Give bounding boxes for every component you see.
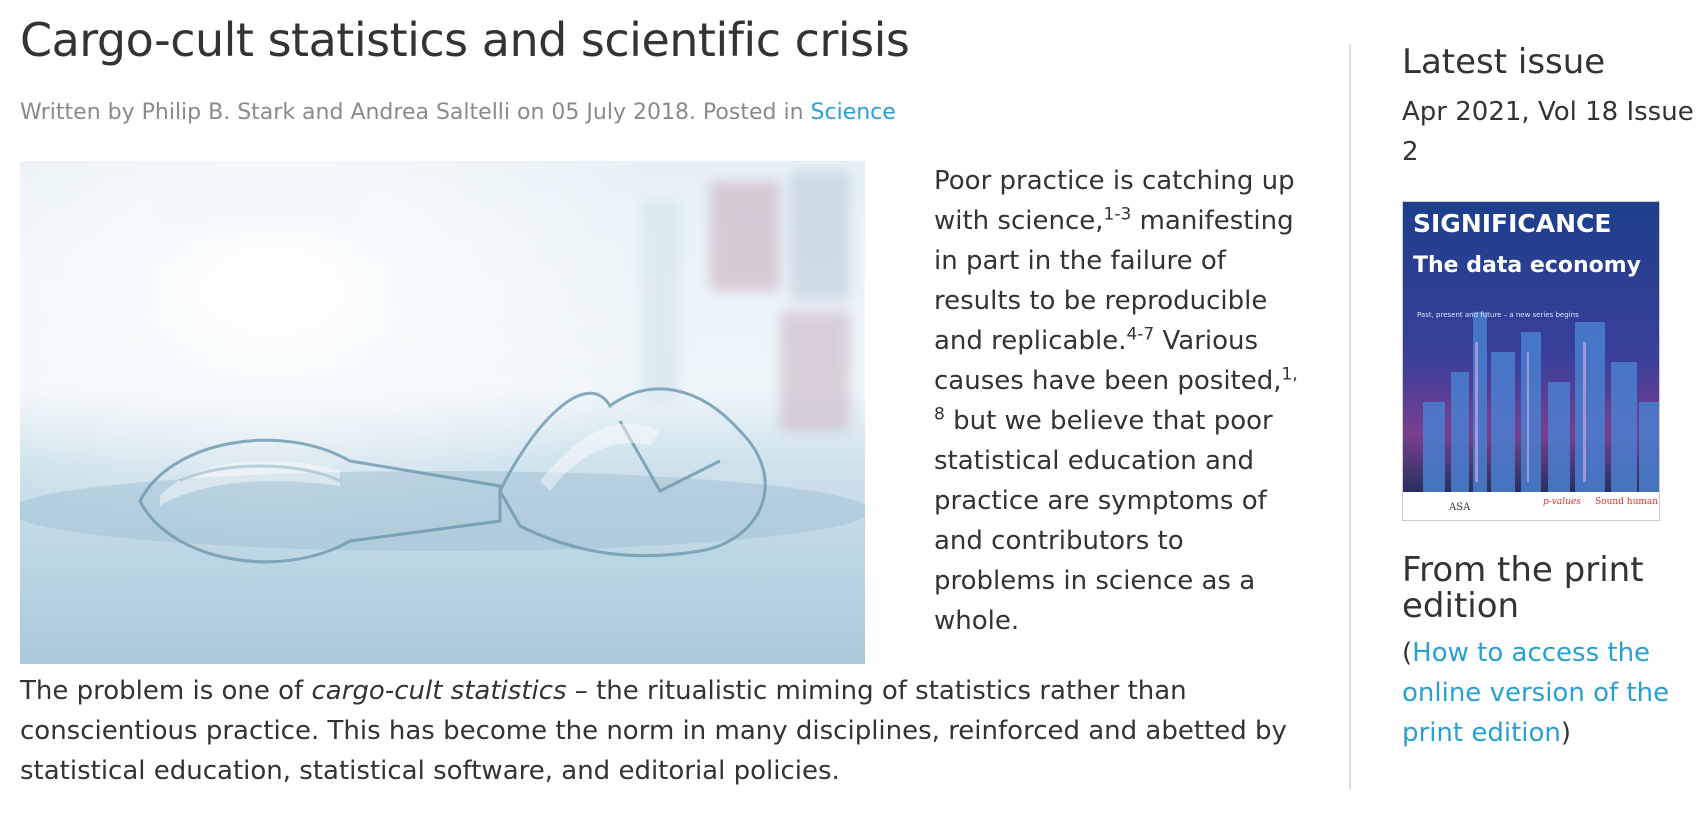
broken-lab-glassware-photo-icon [20,161,865,664]
hero-image [20,161,865,664]
cover-headline: The data economy [1413,253,1641,278]
byline [20,98,896,128]
cover-footer-left: ASA [1449,502,1471,513]
magazine-cover[interactable] [1402,201,1660,521]
magazine-cover-image-icon [1403,202,1659,520]
citation-3[interactable]: 1, 8 [934,364,1298,425]
article-title: Cargo-cult statistics and scientific crisis [20,13,910,67]
paragraph-2: The problem is one of cargo-cult statistics – the ritualistic miming of statistics rather than conscientious practice. This has become the norm in many disciplines, reinforced and abetted by statistical education, statistical software, and editorial policies. [20,676,1287,786]
latest-issue-heading: Latest issue [1402,42,1606,82]
print-edition-text: (How to access the online version of the print edition) [1402,638,1670,748]
citation-1[interactable]: 1-3 [1103,204,1132,225]
byline-text: Written by Philip B. Stark and Andrea Saltelli on 05 July 2018. Posted in [20,100,811,125]
cover-footer-mid: p-values [1543,497,1581,507]
category-link[interactable]: Science [810,100,896,125]
paragraph-1: Poor practice is catching up with science,$^{1-3}$ manifesting in part in the failure of results to be reproducible and replicable.$^{4-7}$ Various causes have been posited,$^{1, 8}$ but we believe that poor statistical education and practice are symptoms of and contributors to problems in science as a whole. [934,166,1298,636]
emphasis: cargo-cult statistics [311,676,567,706]
print-edition-link[interactable]: How to access the online version of the print edition [1402,638,1670,748]
cover-footer-right: Sound human [1595,497,1659,507]
sidebar-divider [1349,44,1351,790]
citation-2[interactable]: 4-7 [1126,324,1155,345]
cover-teaser: Past, present and future – a new series begins [1417,311,1579,319]
print-edition-heading: From the print edition [1402,550,1644,626]
cover-masthead: SIGNIFICANCE [1413,209,1612,238]
issue-label: Apr 2021, Vol 18 Issue 2 [1402,97,1694,167]
